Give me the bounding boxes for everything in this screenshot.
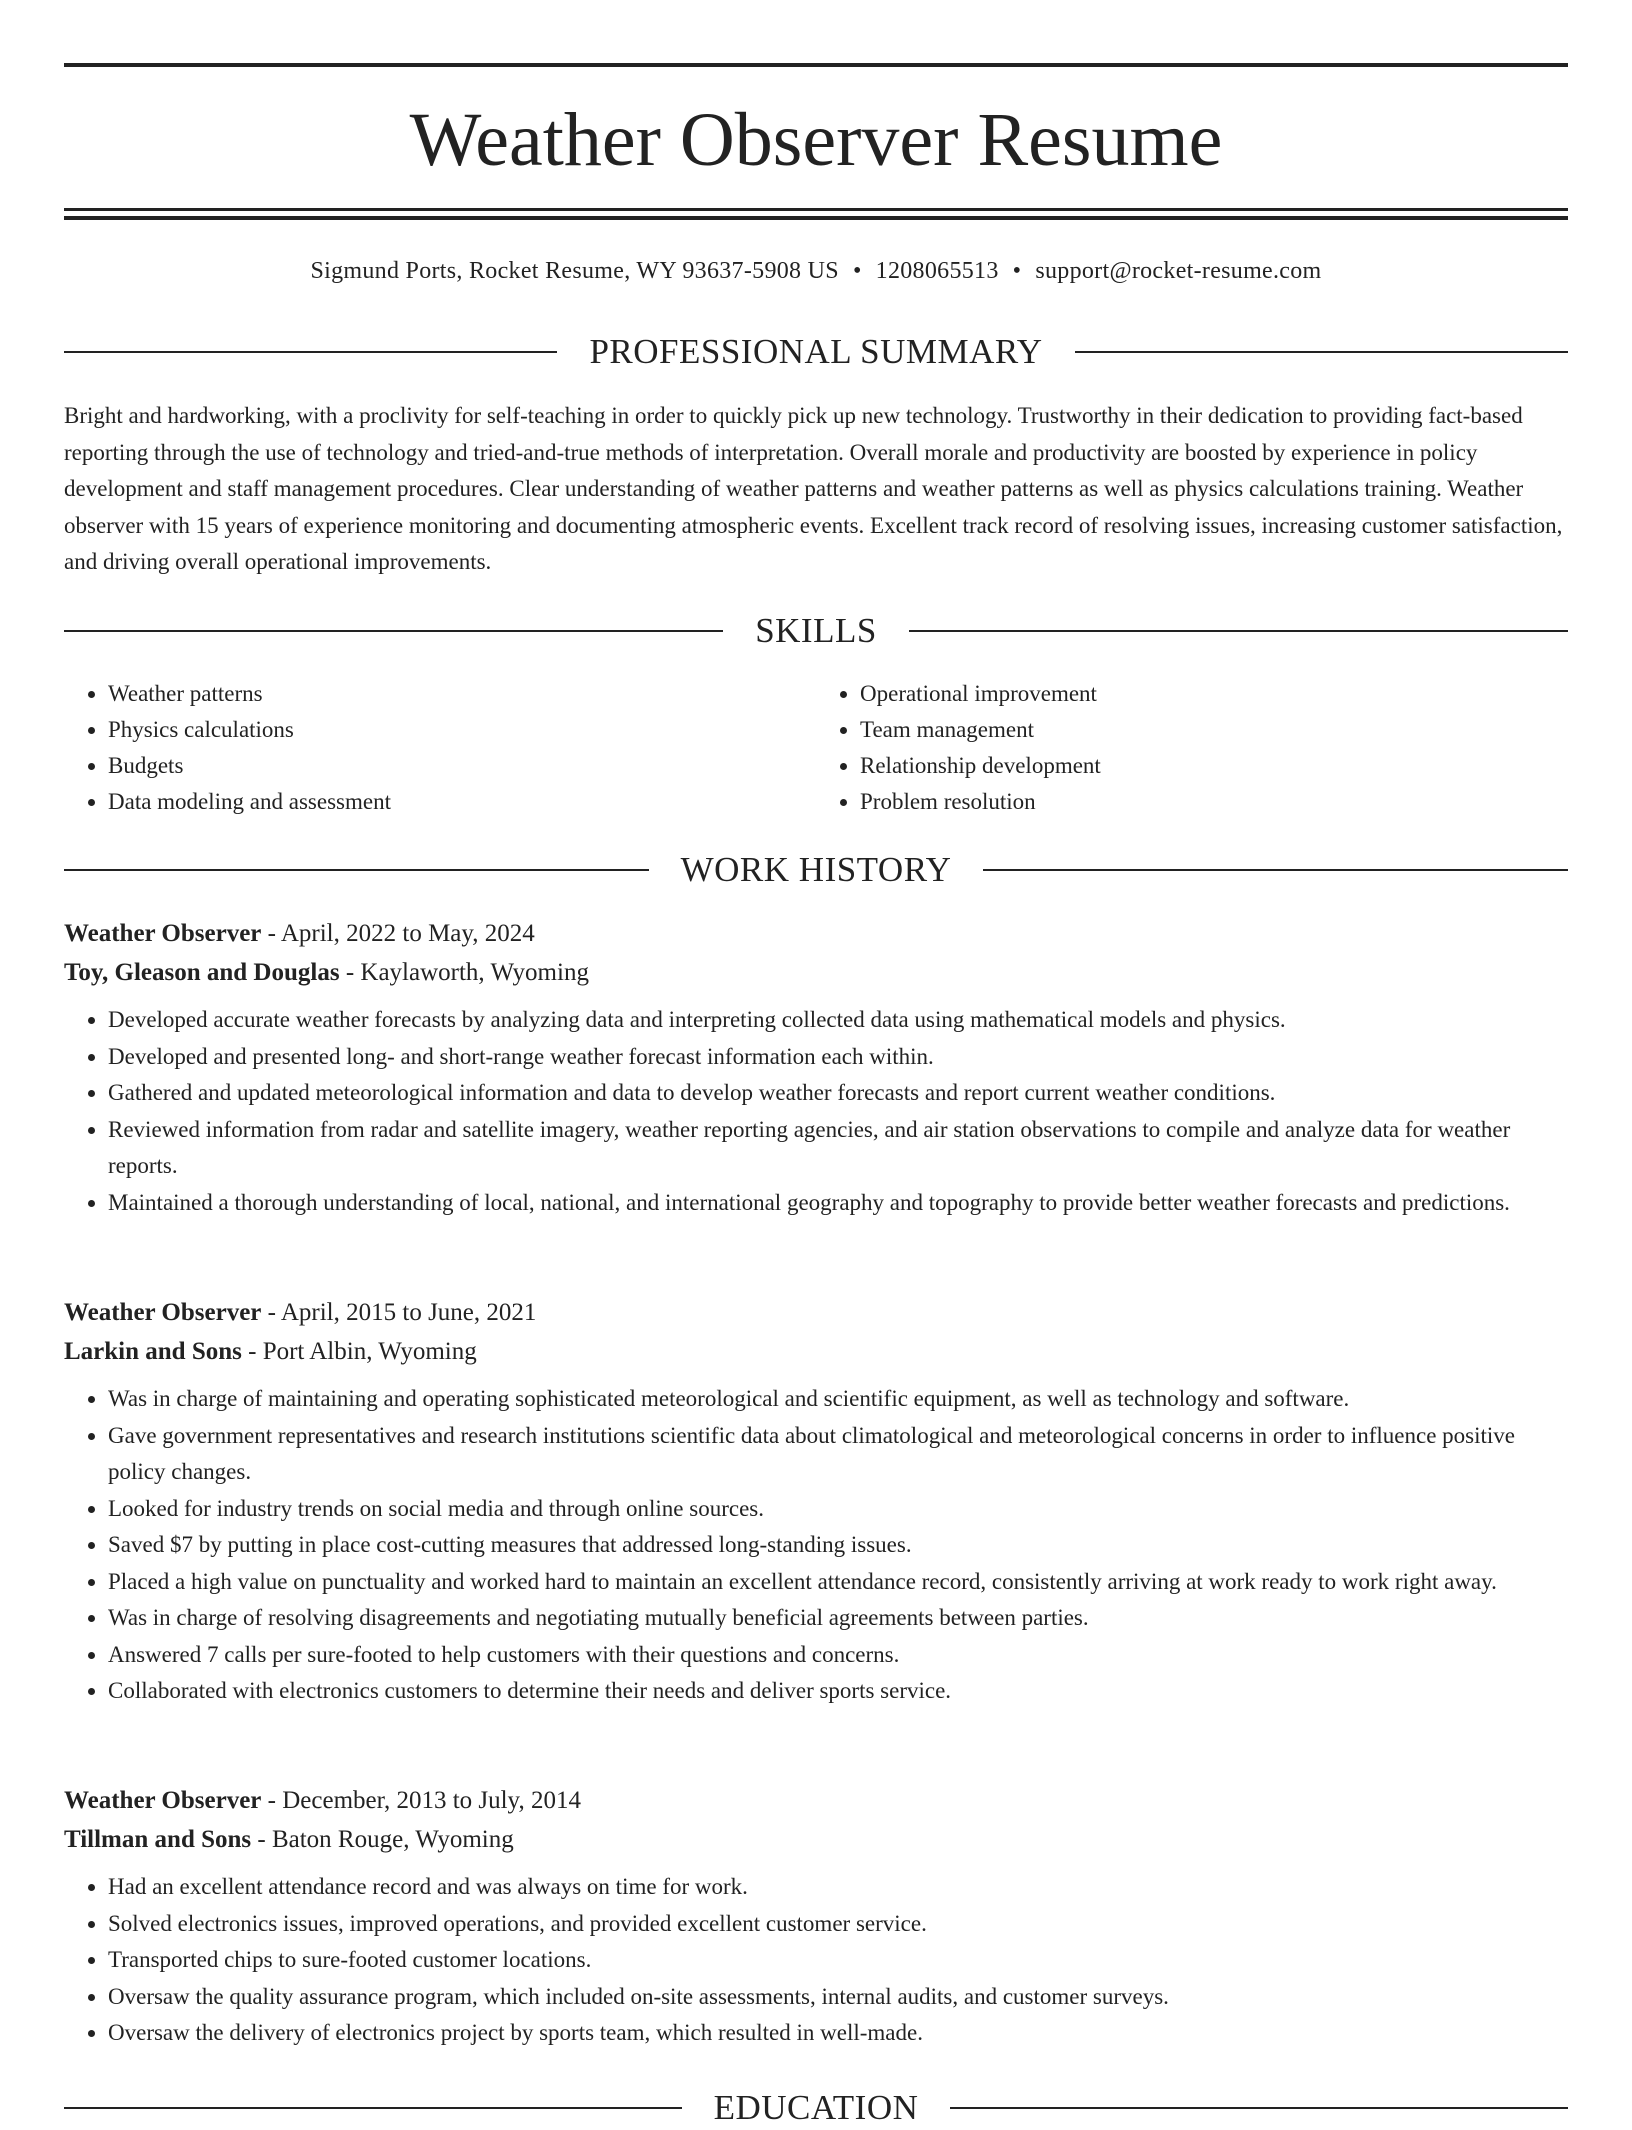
skill-item: • Problem resolution [860, 784, 1568, 820]
job-location: - Baton Rouge, Wyoming [251, 1826, 514, 1853]
job-company-line [64, 953, 1568, 992]
contact-separator: • [1012, 258, 1022, 284]
job-bullet: • Oversaw the quality assurance program, which included on-site assessments, internal audits, and customer surveys. [108, 1979, 1568, 2016]
skill-item: • Operational improvement [860, 676, 1568, 712]
job-bullet: • Answered 7 calls per sure-footed to help customers with their questions and concerns. [108, 1637, 1568, 1674]
job-bullets [64, 1002, 1568, 1221]
section-heading-label: PROFESSIONAL SUMMARY [589, 332, 1043, 371]
job-company-line [64, 1820, 1568, 1859]
heading-rule [909, 630, 1568, 632]
heading-rule [64, 869, 649, 871]
section-heading-label: WORK HISTORY [680, 850, 952, 889]
skills-column-left [64, 676, 816, 820]
section-heading-label: SKILLS [755, 611, 877, 650]
job-dates: - April, 2015 to June, 2021 [261, 1299, 537, 1326]
skill-item: • Physics calculations [108, 712, 816, 748]
job-bullet: • Transported chips to sure-footed customer locations. [108, 1942, 1568, 1979]
page-title: Weather Observer Resume [409, 98, 1223, 182]
job-bullet: • Reviewed information from radar and satellite imagery, weather reporting agencies, and air station observations to compile and analyze data for weather reports. [108, 1112, 1568, 1185]
section-heading-label: EDUCATION [713, 2088, 919, 2127]
job-bullet: • Gave government representatives and research institutions scientific data about climatological and meteorological concerns in order to influence positive policy changes. [108, 1418, 1568, 1491]
section-heading-education [64, 2086, 1568, 2130]
job-company: Larkin and Sons [64, 1338, 242, 1365]
job-company: Toy, Gleason and Douglas [64, 959, 340, 986]
skills-list [64, 676, 1568, 820]
job-bullet: • Oversaw the delivery of electronics project by sports team, which resulted in well-made. [108, 2015, 1568, 2052]
heading-rule [64, 2107, 682, 2109]
job-bullet: • Developed accurate weather forecasts by analyzing data and interpreting collected data using mathematical models and physics. [108, 1002, 1568, 1039]
contact-email: support@rocket-resume.com [1035, 258, 1322, 284]
job-bullet: • Was in charge of maintaining and operating sophisticated meteorological and scientific equipment, as well as technology and software. [108, 1381, 1568, 1418]
job-company-line [64, 1332, 1568, 1371]
job-bullet: • Was in charge of resolving disagreements and negotiating mutually beneficial agreements between parties. [108, 1600, 1568, 1637]
job-dates: - April, 2022 to May, 2024 [261, 920, 535, 947]
job-bullet: • Maintained a thorough understanding of local, national, and international geography and topography to provide better weather forecasts and predictions. [108, 1185, 1568, 1222]
job-location: - Port Albin, Wyoming [241, 1338, 477, 1365]
job-dates: - December, 2013 to July, 2014 [261, 1787, 581, 1814]
summary-text: Bright and hardworking, with a proclivity for self-teaching in order to quickly pick up new technology. Trustworthy in their dedication to providing fact-based reporting through the use of technology and tried-and-true methods of interpretation. Overall morale and productivity are boosted by experience in policy development and staff management procedures. Clear understanding of weather patterns and weather patterns as well as physics calculations training. Weather observer with 15 years of experience monitoring and documenting atmospheric events. Excellent track record of resolving issues, increasing customer satisfaction, and driving overall operational improvements. [64, 403, 1563, 574]
heading-rule [64, 351, 557, 353]
job-entry [64, 914, 1568, 1221]
contact-address: Sigmund Ports, Rocket Resume, WY 93637-5908 US [310, 258, 839, 284]
job-company: Tillman and Sons [64, 1826, 252, 1853]
job-title: Weather Observer [64, 920, 262, 947]
skill-item: • Relationship development [860, 748, 1568, 784]
skill-item: • Weather patterns [108, 676, 816, 712]
job-bullet: • Had an excellent attendance record and was always on time for work. [108, 1869, 1568, 1906]
title-double-rule [64, 208, 1568, 220]
job-location: - Kaylaworth, Wyoming [339, 959, 589, 986]
contact-line [64, 254, 1568, 288]
job-title-line [64, 1781, 1568, 1820]
heading-rule [983, 869, 1568, 871]
job-title-line [64, 914, 1568, 953]
job-bullet: • Saved $7 by putting in place cost-cutting measures that addressed long-standing issues. [108, 1527, 1568, 1564]
job-title-line [64, 1293, 1568, 1332]
job-entry [64, 1293, 1568, 1710]
top-rule [64, 63, 1568, 67]
job-bullet: • Developed and presented long- and short-range weather forecast information each within. [108, 1039, 1568, 1076]
job-bullet: • Looked for industry trends on social media and through online sources. [108, 1491, 1568, 1528]
contact-phone: 1208065513 [875, 258, 999, 284]
skill-item: • Data modeling and assessment [108, 784, 816, 820]
section-heading-summary [64, 330, 1568, 374]
section-heading-skills [64, 609, 1568, 653]
job-entry [64, 1781, 1568, 2052]
section-heading-work-history [64, 848, 1568, 892]
job-bullet: • Solved electronics issues, improved operations, and provided excellent customer service. [108, 1906, 1568, 1943]
contact-separator: • [852, 258, 862, 284]
skills-column-right [816, 676, 1568, 820]
heading-rule [950, 2107, 1568, 2109]
heading-rule [1075, 351, 1568, 353]
job-title: Weather Observer [64, 1787, 262, 1814]
job-bullet: • Placed a high value on punctuality and worked hard to maintain an excellent attendance record, consistently arriving at work ready to work right away. [108, 1564, 1568, 1601]
job-bullets [64, 1869, 1568, 2052]
job-bullets [64, 1381, 1568, 1710]
job-bullet: • Gathered and updated meteorological information and data to develop weather forecasts and report current weather conditions. [108, 1075, 1568, 1112]
heading-rule [64, 630, 723, 632]
skill-item: • Budgets [108, 748, 816, 784]
skill-item: • Team management [860, 712, 1568, 748]
job-title: Weather Observer [64, 1299, 262, 1326]
job-bullet: • Collaborated with electronics customers to determine their needs and deliver sports service. [108, 1673, 1568, 1710]
